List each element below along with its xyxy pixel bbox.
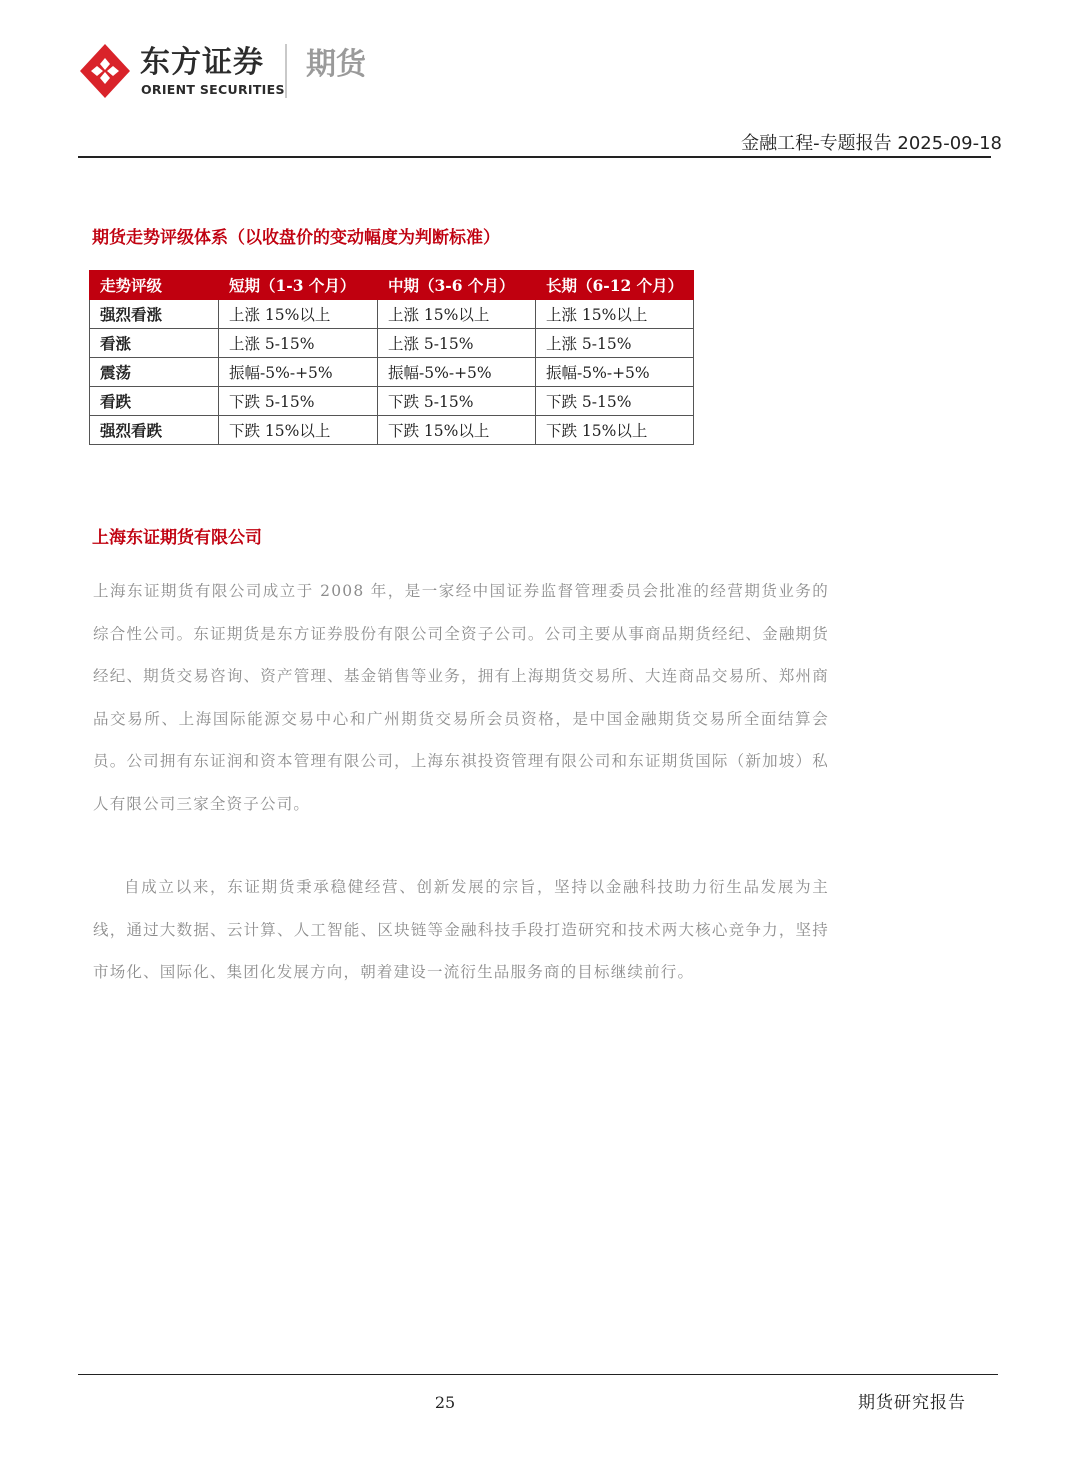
rating-section-title: 期货走势评级体系（以收盘价的变动幅度为判断标准） xyxy=(92,228,500,248)
table-cell: 下跌 15%以上 xyxy=(378,416,536,445)
table-cell: 下跌 15%以上 xyxy=(219,416,378,445)
table-cell: 上涨 5-15% xyxy=(219,329,378,358)
column-header: 短期（1-3 个月） xyxy=(219,271,378,300)
company-mission-paragraph: 自成立以来，东证期货秉承稳健经营、创新发展的宗旨，坚持以金融科技助力衍生品发展为主线，通过大数据、云计算、人工智能、区块链等金融科技手段打造研究和技术两大核心竞争力，坚持市场化、国际化、集团化发展方向，朝着建设一流衍生品服务商的目标继续前行。 xyxy=(93,878,829,981)
table-cell: 振幅-5%-+5% xyxy=(378,358,536,387)
rating-table-header xyxy=(90,271,694,300)
company-section-title: 上海东证期货有限公司 xyxy=(92,528,262,548)
table-cell: 上涨 15%以上 xyxy=(378,300,536,329)
brand-subtitle: 期货 xyxy=(306,47,366,82)
rating-level: 看跌 xyxy=(90,387,219,416)
orient-securities-logo xyxy=(78,42,132,100)
report-meta: 金融工程-专题报告 2025-09-18 xyxy=(741,133,1002,154)
table-row xyxy=(90,329,694,358)
table-cell: 下跌 5-15% xyxy=(536,387,694,416)
rating-level: 震荡 xyxy=(90,358,219,387)
rating-table xyxy=(89,270,694,445)
page-number: 25 xyxy=(434,1393,456,1412)
rating-level: 强烈看涨 xyxy=(90,300,219,329)
table-cell: 下跌 5-15% xyxy=(219,387,378,416)
table-cell: 上涨 15%以上 xyxy=(536,300,694,329)
rating-level: 看涨 xyxy=(90,329,219,358)
table-cell: 振幅-5%-+5% xyxy=(536,358,694,387)
table-cell: 上涨 15%以上 xyxy=(219,300,378,329)
brand-name-cn: 东方证券 xyxy=(140,45,264,80)
company-intro-paragraph: 上海东证期货有限公司成立于 2008 年，是一家经中国证券监督管理委员会批准的经营期货业务的综合性公司。东证期货是东方证券股份有限公司全资子公司。公司主要从事商品期货经纪、金融期货经纪、期货交易咨询、资产管理、基金销售等业务，拥有上海期货交易所、大连商品交易所、郑州商品交易所、上海国际能源交易中心和广州期货交易所会员资格，是中国金融期货交易所全面结算会员。公司拥有东证润和资本管理有限公司，上海东祺投资管理有限公司和东证期货国际（新加坡）私人有限公司三家全资子公司。 xyxy=(93,582,829,813)
table-row xyxy=(90,387,694,416)
table-cell: 上涨 5-15% xyxy=(378,329,536,358)
table-cell: 上涨 5-15% xyxy=(536,329,694,358)
column-header: 走势评级 xyxy=(90,271,219,300)
footer-rule xyxy=(78,1374,998,1375)
table-row xyxy=(90,358,694,387)
table-cell: 下跌 15%以上 xyxy=(536,416,694,445)
column-header: 长期（6-12 个月） xyxy=(536,271,694,300)
header-rule xyxy=(78,156,991,158)
table-row xyxy=(90,300,694,329)
table-cell: 振幅-5%-+5% xyxy=(219,358,378,387)
table-cell: 下跌 5-15% xyxy=(378,387,536,416)
table-row xyxy=(90,416,694,445)
footer-label: 期货研究报告 xyxy=(858,1393,966,1413)
brand-divider xyxy=(285,44,287,98)
column-header: 中期（3-6 个月） xyxy=(378,271,536,300)
rating-level: 强烈看跌 xyxy=(90,416,219,445)
brand-name-en: ORIENT SECURITIES xyxy=(141,82,285,97)
